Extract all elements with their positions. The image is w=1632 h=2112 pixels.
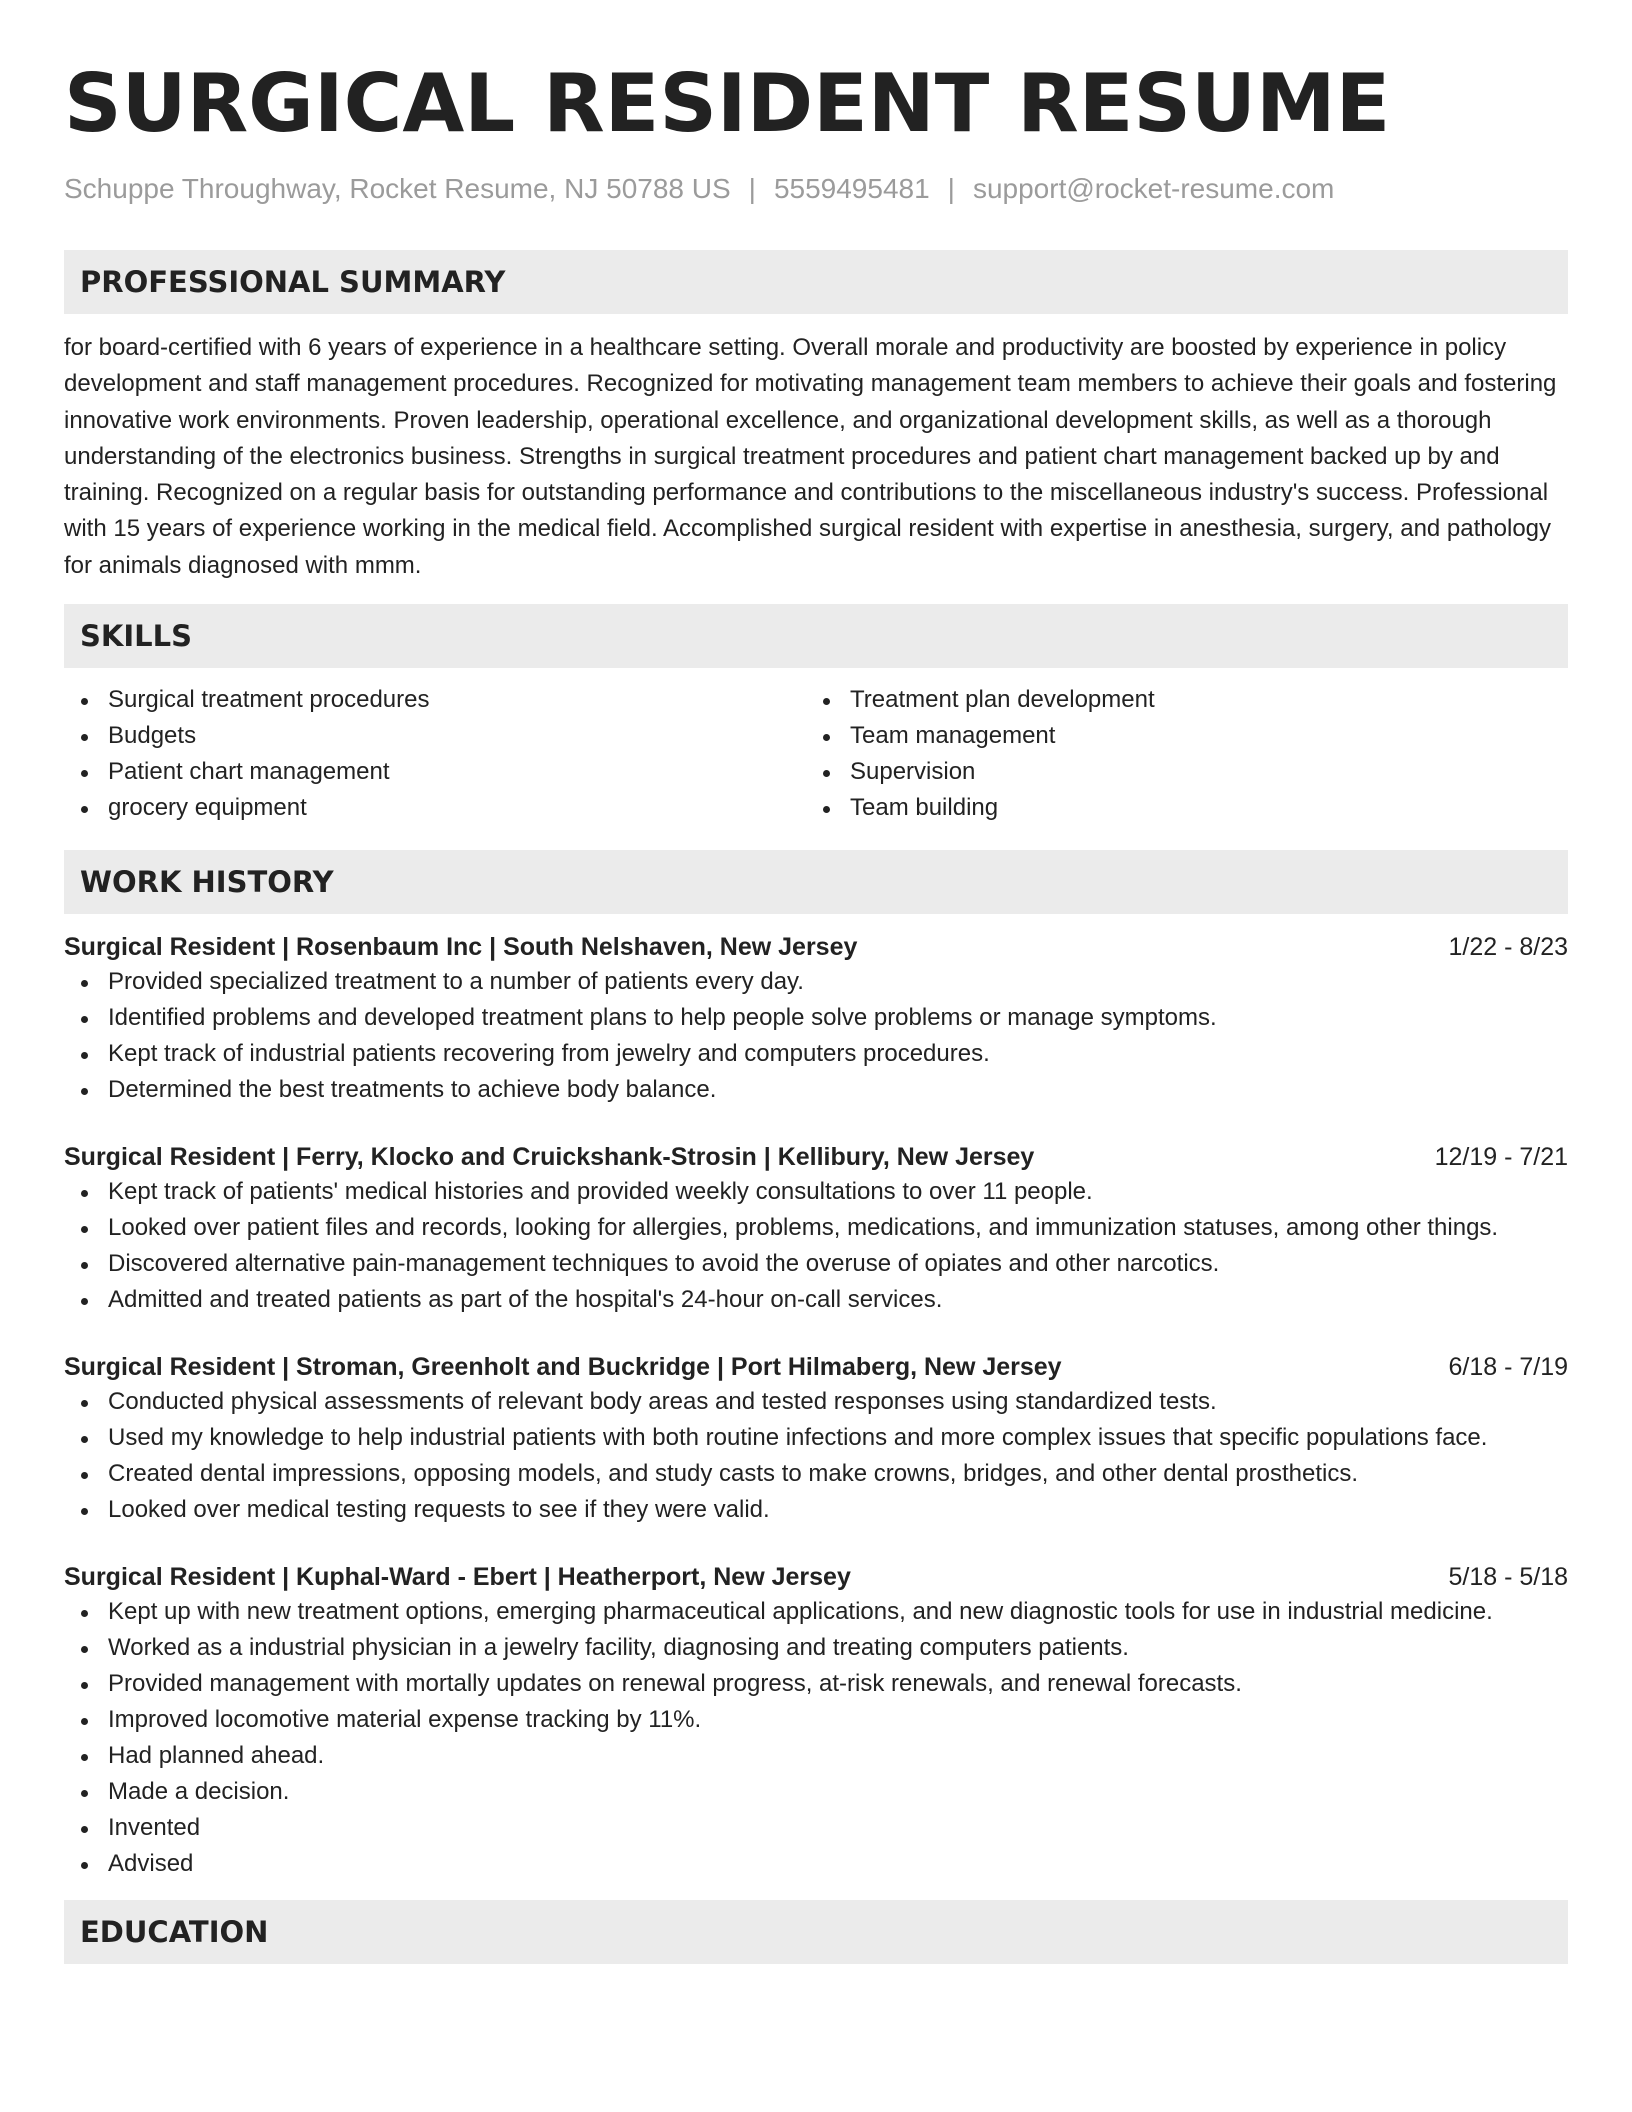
skills-section-header [64,604,1568,668]
job-bullet: Provided specialized treatment to a number of patients every day. [64,964,1568,1000]
skill-item: Supervision [806,754,1548,790]
skill-item: grocery equipment [64,790,806,826]
job-header [64,1350,1568,1384]
contact-email: support@rocket-resume.com [972,173,1335,204]
job-bullet: Had planned ahead. [64,1738,1568,1774]
job-bullet: Created dental impressions, opposing models, and study casts to make crowns, bridges, and other dental prosthetics. [64,1456,1568,1492]
job-header [64,930,1568,964]
summary-section-header [64,250,1568,314]
skill-item: Team management [806,718,1548,754]
skills-heading: SKILLS [80,619,192,654]
job-bullet: Discovered alternative pain-management techniques to avoid the overuse of opiates and other narcotics. [64,1246,1568,1282]
job-dates: 6/18 - 7/19 [1448,1353,1568,1382]
job-bullet: Advised [64,1846,1568,1882]
skills-column-left [64,682,806,826]
job-bullet: Determined the best treatments to achieve body balance. [64,1072,1568,1108]
job-bullet: Looked over patient files and records, looking for allergies, problems, medications, and immunization statuses, among other things. [64,1210,1568,1246]
contact-separator: | [748,173,756,204]
skill-item: Budgets [64,718,806,754]
job-dates: 12/19 - 7/21 [1434,1143,1568,1172]
job-bullets [64,1174,1568,1318]
education-section-header [64,1900,1568,1964]
skills-list [64,682,1568,826]
job-bullet: Improved locomotive material expense tracking by 11%. [64,1702,1568,1738]
skill-item: Patient chart management [64,754,806,790]
job-entry [64,930,1568,1108]
job-bullet: Conducted physical assessments of relevant body areas and tested responses using standardized tests. [64,1384,1568,1420]
skills-column-right [806,682,1548,826]
job-entry [64,1560,1568,1882]
job-header [64,1140,1568,1174]
job-bullet: Identified problems and developed treatment plans to help people solve problems or manage symptoms. [64,1000,1568,1036]
contact-address: Schuppe Throughway, Rocket Resume, NJ 50788 US [64,173,731,204]
job-bullets [64,1594,1568,1882]
skill-item: Team building [806,790,1548,826]
job-dates: 1/22 - 8/23 [1448,933,1568,962]
contact-separator: | [947,173,955,204]
skill-item: Treatment plan development [806,682,1548,718]
summary-text: for board-certified with 6 years of experience in a healthcare setting. Overall morale and productivity are boosted by experience in policy development and staff management procedures. Recognized for motivating management team members to achieve their goals and fostering innovative work environments. Proven leadership, operational excellence, and organizational development skills, as well as a thorough understanding of the electronics business. Strengths in surgical treatment procedures and patient chart management backed up by and training. Recognized on a regular basis for outstanding performance and contributions to the miscellaneous industry's success. Professional with 15 years of experience working in the medical field. Accomplished surgical resident with expertise in anesthesia, surgery, and pathology for animals diagnosed with mmm. [64,334,1557,579]
job-title: Surgical Resident | Stroman, Greenholt and Buckridge | Port Hilmaberg, New Jersey [64,1353,1062,1382]
job-bullet: Made a decision. [64,1774,1568,1810]
job-entry [64,1350,1568,1528]
job-title: Surgical Resident | Ferry, Klocko and Cruickshank-Strosin | Kellibury, New Jersey [64,1143,1035,1172]
job-bullets [64,964,1568,1108]
education-heading: EDUCATION [80,1915,269,1950]
job-bullet: Looked over medical testing requests to see if they were valid. [64,1492,1568,1528]
summary-heading: PROFESSIONAL SUMMARY [80,265,506,299]
job-header [64,1560,1568,1594]
job-bullet: Invented [64,1810,1568,1846]
job-bullet: Used my knowledge to help industrial patients with both routine infections and more complex issues that specific populations face. [64,1420,1568,1456]
job-bullet: Provided management with mortally updates on renewal progress, at-risk renewals, and renewal forecasts. [64,1666,1568,1702]
resume-title: SURGICAL RESIDENT RESUME [64,57,1391,150]
job-bullets [64,1384,1568,1528]
job-bullet: Kept up with new treatment options, emerging pharmaceutical applications, and new diagnostic tools for use in industrial medicine. [64,1594,1568,1630]
job-title: Surgical Resident | Kuphal-Ward - Ebert | Heatherport, New Jersey [64,1563,851,1592]
contact-phone: 5559495481 [773,173,930,204]
job-bullet: Worked as a industrial physician in a jewelry facility, diagnosing and treating computers patients. [64,1630,1568,1666]
work-heading: WORK HISTORY [80,865,334,900]
work-section-header [64,850,1568,914]
job-bullet: Admitted and treated patients as part of the hospital's 24-hour on-call services. [64,1282,1568,1318]
job-dates: 5/18 - 5/18 [1448,1563,1568,1592]
contact-line [64,171,1568,207]
job-bullet: Kept track of patients' medical histories and provided weekly consultations to over 11 people. [64,1174,1568,1210]
job-title: Surgical Resident | Rosenbaum Inc | South Nelshaven, New Jersey [64,933,858,962]
job-bullet: Kept track of industrial patients recovering from jewelry and computers procedures. [64,1036,1568,1072]
skill-item: Surgical treatment procedures [64,682,806,718]
job-entry [64,1140,1568,1318]
